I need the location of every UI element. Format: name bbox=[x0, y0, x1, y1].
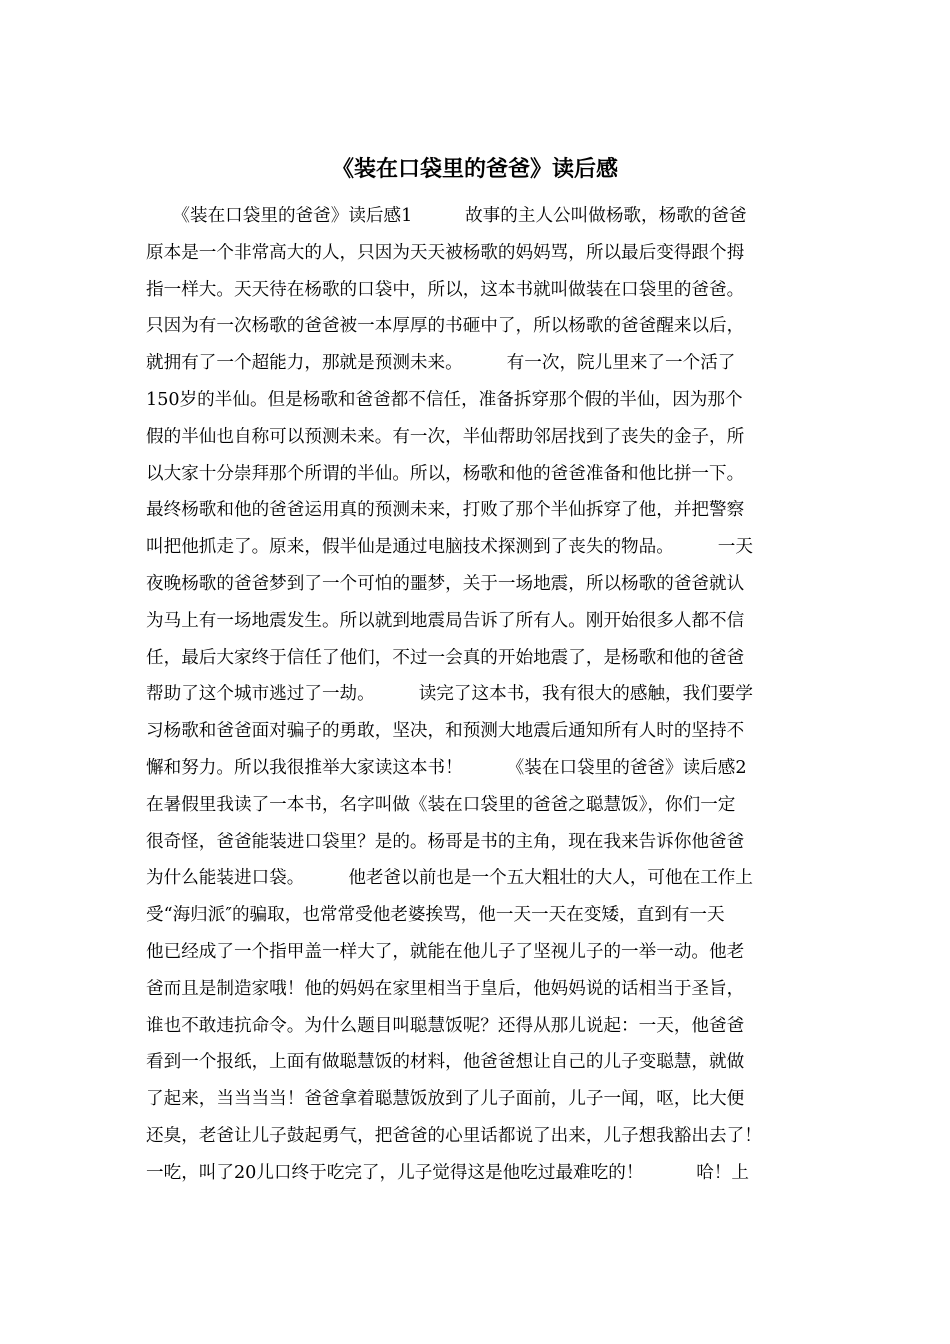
body-line: 了起来，当当当当！爸爸拿着聪慧饭放到了儿子面前，儿子一闻，呕，比大便 bbox=[146, 1089, 745, 1110]
body-line: 很奇怪，爸爸能装进口袋里？是的。杨哥是书的主角，现在我来告诉你他爸爸 bbox=[146, 831, 745, 852]
body-line: 夜晚杨歌的爸爸梦到了一个可怕的噩梦，关于一场地震，所以杨歌的爸爸就认 bbox=[146, 573, 745, 594]
document-body bbox=[146, 198, 816, 1192]
body-line: 150岁的半仙。但是杨歌和爸爸都不信任，准备拆穿那个假的半仙，因为那个 bbox=[146, 389, 743, 410]
document-title: 《装在口袋里的爸爸》读后感 bbox=[331, 157, 618, 182]
body-line: 还臭，老爸让儿子鼓起勇气，把爸爸的心里话都说了出来，儿子想我豁出去了！ bbox=[146, 1125, 762, 1146]
body-line: 指一样大。天天待在杨歌的口袋中，所以，这本书就叫做装在口袋里的爸爸。 bbox=[146, 279, 745, 300]
body-line: 懈和努力。所以我很推举大家读这本书！ 《装在口袋里的爸爸》读后感2 bbox=[146, 757, 747, 778]
body-line: 以大家十分崇拜那个所谓的半仙。所以，杨歌和他的爸爸准备和他比拼一下。 bbox=[146, 463, 745, 484]
body-line: 就拥有了一个超能力，那就是预测未来。 有一次，院儿里来了一个活了 bbox=[146, 353, 736, 374]
body-line: 假的半仙也自称可以预测未来。有一次，半仙帮助邻居找到了丧失的金子，所 bbox=[146, 426, 745, 447]
body-line: 原本是一个非常高大的人，只因为天天被杨歌的妈妈骂，所以最后变得跟个拇 bbox=[146, 242, 745, 263]
body-line: 爸而且是制造家哦！他的妈妈在家里相当于皇后，他妈妈说的话相当于圣旨， bbox=[146, 978, 745, 999]
body-line: 最终杨歌和他的爸爸运用真的预测未来，打败了那个半仙拆穿了他，并把警察 bbox=[146, 500, 745, 521]
body-line: 看到一个报纸，上面有做聪慧饭的材料，他爸爸想让自己的儿子变聪慧，就做 bbox=[146, 1052, 745, 1073]
body-line: 叫把他抓走了。原来，假半仙是通过电脑技术探测到了丧失的物品。 一天 bbox=[146, 537, 753, 558]
body-line: 谁也不敢违抗命令。为什么题目叫聪慧饭呢？还得从那儿说起：一天，他爸爸 bbox=[146, 1015, 745, 1036]
body-line: 在暑假里我读了一本书，名字叫做《装在口袋里的爸爸之聪慧饭》，你们一定 bbox=[146, 794, 736, 815]
body-line: 习杨歌和爸爸面对骗子的勇敢，坚决，和预测大地震后通知所有人时的坚持不 bbox=[146, 721, 745, 742]
body-line: 受“海归派″的骗取，也常常受他老婆挨骂，他一天一天在变矮，直到有一天 bbox=[146, 905, 725, 926]
body-line: 帮助了这个城市逃过了一劫。 读完了这本书，我有很大的感触，我们要学 bbox=[146, 684, 753, 705]
body-line: 只因为有一次杨歌的爸爸被一本厚厚的书砸中了，所以杨歌的爸爸醒来以后， bbox=[146, 316, 745, 337]
body-line: 为什么能装进口袋。 他老爸以前也是一个五大粗壮的大人，可他在工作上 bbox=[146, 868, 753, 889]
body-line: 任，最后大家终于信任了他们，不过一会真的开始地震了，是杨歌和他的爸爸 bbox=[146, 647, 745, 668]
body-line: 一吃，叫了20儿口终于吃完了，儿子觉得这是他吃过最难吃的！ 哈！上 bbox=[146, 1162, 749, 1183]
body-line: 《装在口袋里的爸爸》读后感1 故事的主人公叫做杨歌，杨歌的爸爸 bbox=[146, 206, 747, 226]
body-line: 他已经成了一个指甲盖一样大了，就能在他儿子了坚视儿子的一举一动。他老 bbox=[146, 941, 745, 962]
body-line: 为马上有一场地震发生。所以就到地震局告诉了所有人。刚开始很多人都不信 bbox=[146, 610, 745, 631]
